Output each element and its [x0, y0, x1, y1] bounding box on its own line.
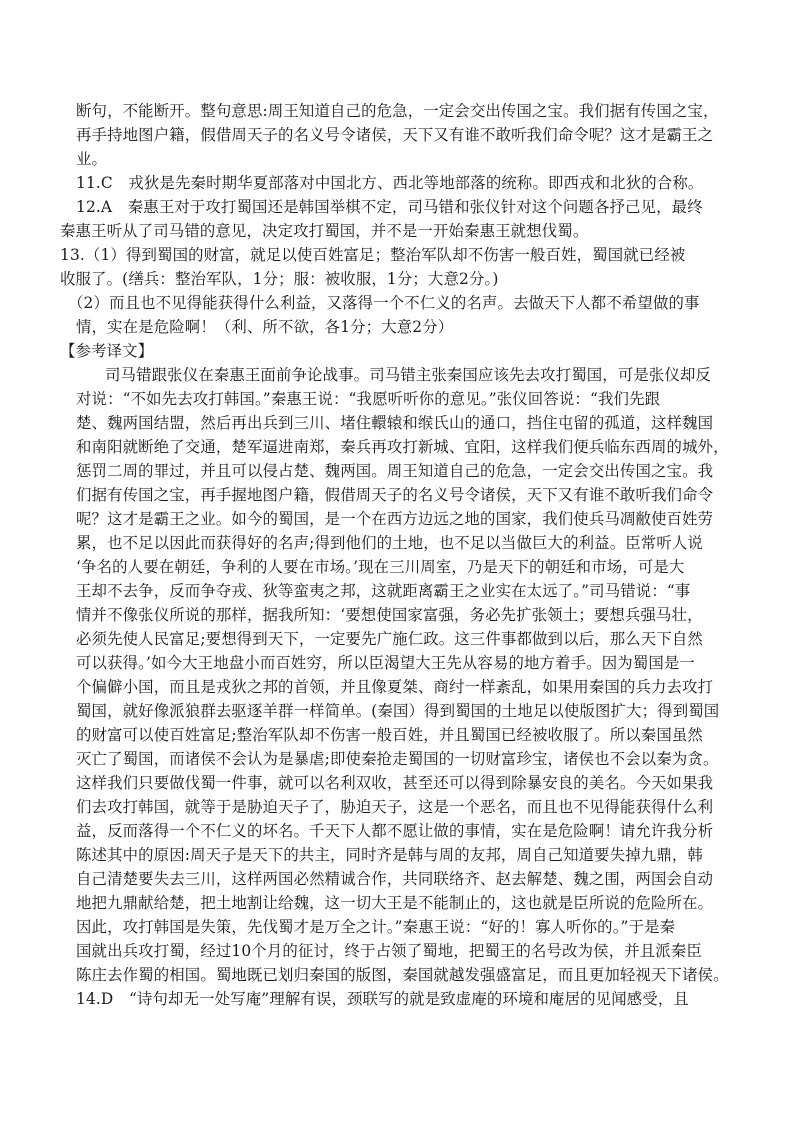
- translation-line: 司马错跟张仪在秦惠王面前争论战事。司马错主张秦国应该先去攻打蜀国，可是张仪却反: [105, 366, 712, 384]
- text-line: 再手持地图户籍，假借周天子的名义号令诸侯，天下又有谁不敢听我们命令呢？这才是霸王之: [76, 126, 714, 144]
- section-heading: 【参考译文】: [60, 342, 154, 360]
- translation-line: 和南阳就断绝了交通，楚军逼进南郑，秦兵再攻打新城、宜阳，这样我们便兵临东西周的城外，: [76, 438, 729, 456]
- text-line: 秦惠王听从了司马错的意见，决定攻打蜀国，并不是一开始秦惠王就想伐蜀。: [60, 222, 589, 240]
- text-line: （2）而且也不见得能获得什么利益，又落得一个不仁义的名声。去做天下人都不希望做的事: [68, 294, 700, 312]
- translation-line: 地把九鼎献给楚，把土地割让给魏，这一切大王是不能制止的，这也就是臣所说的危险所在。: [76, 894, 714, 912]
- translation-line: 灭亡了蜀国，而诸侯不会认为是暴虐;即使秦抢走蜀国的一切财富珍宝，诸侯也不会以秦为贪。: [76, 750, 719, 768]
- text-line: 情，实在是危险啊！（利、所不欲，各1分；大意2分）: [76, 318, 454, 336]
- translation-line: ‘争名的人要在朝廷，争利的人要在市场。’现在三川周室，乃是天下的朝廷和市场，可是大: [76, 558, 685, 576]
- translation-line: 因此，攻打韩国是失策，先伐蜀才是万全之计。”秦惠王说：“好的！寡人听你的。”于是秦: [76, 918, 676, 936]
- translation-line: 的财富可以使百姓富足;整治军队却不伤害一般百姓，并且蜀国已经被收服了。所以秦国虽然: [76, 726, 703, 744]
- translation-line: 累，也不足以因此而获得好的名声;得到他们的土地，也不足以当做巨大的利益。臣常听人说: [76, 534, 703, 552]
- translation-line: 个偏僻小国，而且是戎狄之邦的首领，并且像夏桀、商纣一样紊乱，如果用秦国的兵力去攻打: [76, 678, 714, 696]
- text-line: 业。: [76, 150, 108, 168]
- translation-line: 可以获得。’如今大王地盘小而百姓穷，所以臣渴望大王先从容易的地方着手。因为蜀国是一: [76, 654, 695, 672]
- translation-line: 陈庄去作蜀的相国。蜀地既已划归秦国的版图，秦国就越发强盛富足，而且更加轻视天下诸侯。: [76, 966, 729, 984]
- translation-line: 情并不像张仪所说的那样，据我所知：‘要想使国家富强，务必先扩张领土；要想兵强马壮，: [76, 606, 703, 624]
- translation-line: 陈述其中的原因:周天子是天下的共主，同时齐是韩与周的友邦，周自己知道要失掉九鼎，韩: [76, 846, 703, 864]
- translation-line: 蜀国，就好像派狼群去驱逐羊群一样简单。(秦国）得到蜀国的土地足以使版图扩大；得到蜀国: [76, 702, 720, 720]
- translation-line: 楚、魏两国结盟，然后再出兵到三川、堵住轘辕和缑氏山的通口，挡住屯留的孤道，这样魏国: [76, 414, 714, 432]
- translation-line: 益，反而落得一个不仁义的坏名。千天下人都不愿让做的事情，实在是危险啊！请允许我分析: [76, 822, 714, 840]
- answer-11-line: 11.C 戎狄是先秦时期华夏部落对中国北方、西北等地部落的统称。即西戎和北狄的合称。: [76, 174, 704, 192]
- translation-line: 呢？这才是霸王之业。如今的蜀国，是一个在西方边远之地的国家，我们使兵马凋敝使百姓劳: [76, 510, 714, 528]
- text-line: 断句，不能断开。整句意思:周王知道自己的危急，一定会交出传国之宝。我们据有传国之宝，: [76, 102, 719, 120]
- answer-12-line: 12.A 秦惠王对于攻打蜀国还是韩国举棋不定，司马错和张仪针对这个问题各抒己见，最终: [76, 198, 703, 216]
- text-line: 收服了。(缮兵：整治军队，1分；服：被收服，1分；大意2分。): [60, 270, 499, 288]
- translation-line: 们据有传国之宝，再手握地图户籍，假借周天子的名义号令诸侯，天下又有谁不敢听我们命令: [76, 486, 714, 504]
- translation-line: 惩罚二周的罪过，并且可以侵占楚、魏两国。周王知道自己的危急，一定会交出传国之宝。我: [76, 462, 714, 480]
- translation-line: 必须先使人民富足;要想得到天下，一定要先广施仁政。这三件事都做到以后，那么天下自然: [76, 630, 703, 648]
- translation-line: 们去攻打韩国，就等于是胁迫天子了，胁迫天子，这是一个恶名，而且也不见得能获得什么利: [76, 798, 714, 816]
- answer-14-line: 14.D “诗句却无一处写庵”理解有误，颈联写的就是致虚庵的环境和庵居的见闻感受，且: [76, 990, 689, 1008]
- translation-line: 这样我们只要做伐蜀一件事，就可以名利双收，甚至还可以得到除暴安良的美名。今天如果我: [76, 774, 714, 792]
- translation-line: 对说：“不如先去攻打韩国。”秦惠王说：“我愿听听你的意见。”张仪回答说：“我们先跟: [76, 390, 661, 408]
- translation-line: 自己清楚要失去三川，这样两国必然精诚合作，共同联络齐、赵去解楚、魏之围，两国会自动: [76, 870, 714, 888]
- translation-line: 王却不去争，反而争夺戎、狄等蛮夷之邦，这就距离霸王之业实在太远了。”司马错说：“事: [76, 582, 691, 600]
- answer-13-line: 13.（1）得到蜀国的财富，就足以使百姓富足；整治军队却不伤害一般百姓，蜀国就已经被: [60, 246, 686, 264]
- translation-line: 国就出兵攻打蜀，经过10个月的征讨，终于占领了蜀地，把蜀王的名号改为侯，并且派秦臣: [76, 942, 702, 960]
